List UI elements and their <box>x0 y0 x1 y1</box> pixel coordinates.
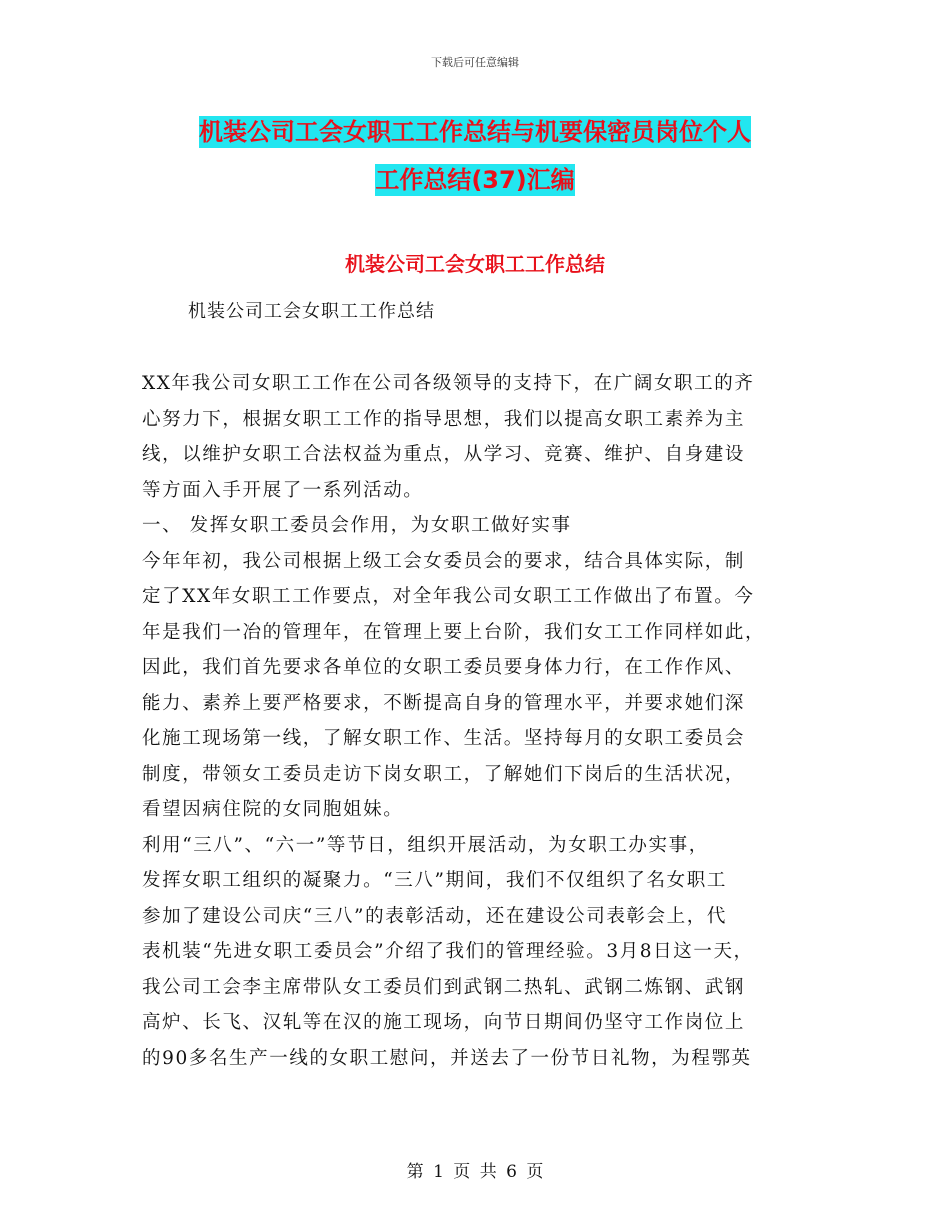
body-line: 制度，带领女工委员走访下岗女职工，了解她们下岗后的生活状况， <box>142 763 746 785</box>
body-line: 线，以维护女职工合法权益为重点，从学习、竞赛、维护、自身建设 <box>142 444 746 465</box>
document-title-line-2: 工作总结(37)汇编 <box>375 166 575 194</box>
body-line: 高炉、长飞、汉轧等在汉的施工现场，向节日期间仍坚守工作岗位上 <box>142 1012 746 1033</box>
body-line: 化施工现场第一线，了解女职工作、生活。坚持每月的女职工委员会 <box>142 728 746 749</box>
body-line: 参加了建设公司庆“三八”的表彰活动，还在建设公司表彰会上，代 <box>142 905 727 927</box>
header-note: 下载后可任意编辑 <box>431 56 519 69</box>
section-title: 机装公司工会女职工工作总结 <box>345 252 605 276</box>
document-title-line-1: 机装公司工会女职工工作总结与机要保密员岗位个人 <box>199 118 751 146</box>
body-line: XX年我公司女职工工作在公司各级领导的支持下，在广阔女职工的齐 <box>142 373 755 394</box>
body-line: 年是我们一冶的管理年，在管理上要上台阶，我们女工工作同样如此， <box>142 621 766 643</box>
body-line: 因此，我们首先要求各单位的女职工委员要身体力行，在工作作风、 <box>142 657 746 678</box>
body-line: 表机装“先进女职工委员会”介绍了我们的管理经验。3月8日这一天， <box>142 941 754 962</box>
body-line: 能力、素养上要严格要求，不断提高自身的管理水平，并要求她们深 <box>142 692 746 714</box>
body-line: 利用“三八”、“六一”等节日，组织开展活动，为女职工办实事， <box>142 834 709 856</box>
body-line: 定了XX年女职工工作要点，对全年我公司女职工工作做出了布置。今 <box>142 586 755 607</box>
document-title <box>150 108 800 204</box>
body-line: 我公司工会李主席带队女工委员们到武钢二热轧、武钢二炼钢、武钢 <box>142 976 746 998</box>
body-line: 今年年初，我公司根据上级工会女委员会的要求，结合具体实际，制 <box>142 550 746 572</box>
subtitle: 机装公司工会女职工工作总结 <box>188 301 435 322</box>
body-line: 心努力下，根据女职工工作的指导思想，我们以提高女职工素养为主 <box>142 408 746 430</box>
body-line: 发挥女职工组织的凝聚力。“三八”期间，我们不仅组织了名女职工 <box>142 870 727 891</box>
body-line: 一、 发挥女职工委员会作用，为女职工做好实事 <box>142 515 572 536</box>
body-line: 等方面入手开展了一系列活动。 <box>142 479 424 501</box>
body-line: 的90多名生产一线的女职工慰问，并送去了一份节日礼物，为程鄂英 <box>142 1047 752 1069</box>
body-text <box>142 366 822 1076</box>
body-line: 看望因病住院的女同胞姐妹。 <box>142 799 404 820</box>
page-footer: 第 1 页 共 6 页 <box>406 1162 544 1182</box>
